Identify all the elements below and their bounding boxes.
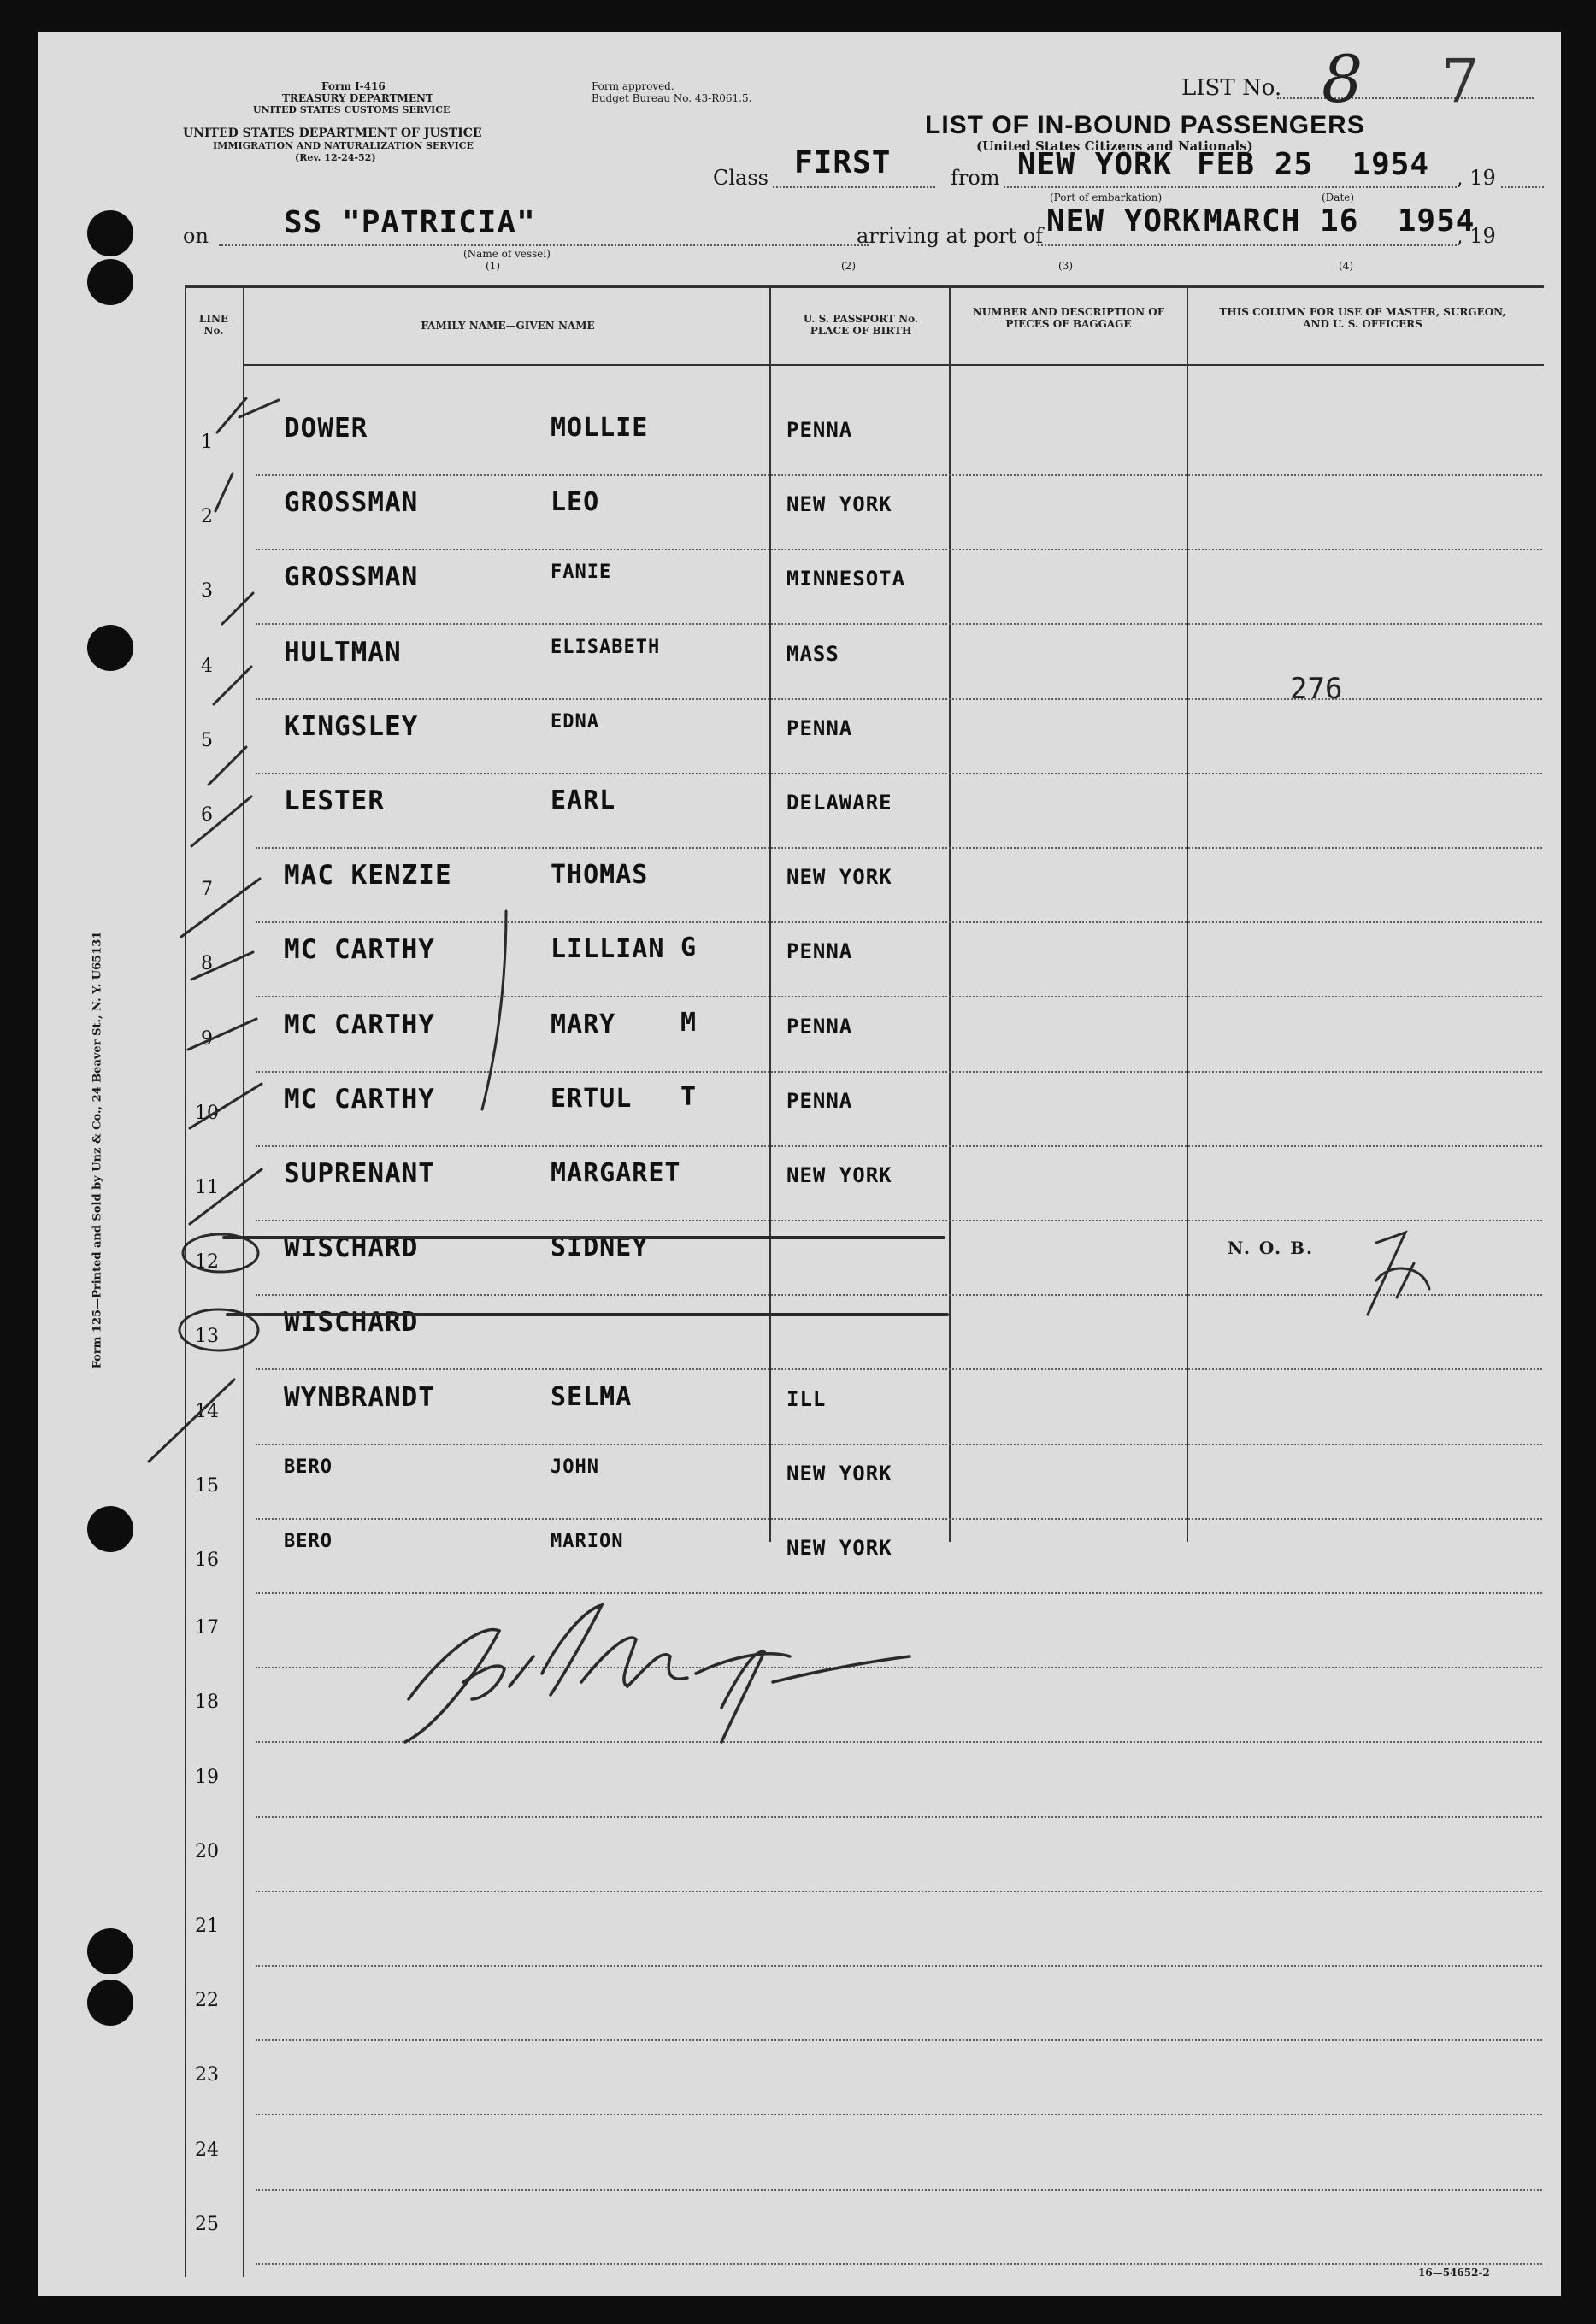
given-name: LILLIAN [551,934,665,965]
row-rule [256,1444,1542,1445]
arrival-date: MARCH 16 1954 [1204,203,1475,238]
given-name: SIDNEY [551,1233,649,1263]
from-label: from [951,166,1000,190]
place-of-birth: NEW YORK [786,1536,892,1560]
col4-caption: (4) [1339,260,1353,272]
family-name: DOWER [284,413,368,444]
line-number: 9 [201,1027,213,1050]
row-rule [256,1071,1542,1073]
line-number: 24 [195,2139,219,2161]
port-embark-caption: (Port of embarkation) [1050,191,1163,203]
col2-caption: (2) [841,260,856,272]
from-underline [1004,186,1457,188]
table-row [38,480,1561,555]
line-number: 16 [195,1550,219,1571]
dept-immigration: IMMIGRATION AND NATURALIZATION SERVICE [213,140,474,151]
header-line-no: LINE No. [198,313,229,337]
year-suffix-2: , 19 [1457,224,1496,248]
line-number: 2 [201,506,213,528]
line-number: 11 [195,1177,219,1198]
place-of-birth: NEW YORK [786,865,892,890]
line-number: 12 [195,1251,219,1274]
family-name: MC CARTHY [284,934,435,966]
place-of-birth: NEW YORK [786,492,892,517]
table-row [38,555,1561,629]
family-name: GROSSMAN [284,487,419,519]
given-name: JOHN [551,1456,599,1478]
table-row [38,1524,1561,1598]
binder-hole [87,259,133,305]
form-id: Form I-416 [321,80,386,92]
given-name: MARGARET [551,1158,681,1188]
from-date: FEB 25 1954 [1197,147,1430,182]
footer-code: 16—54652-2 [1418,2267,1490,2279]
place-of-birth: ILL [786,1386,827,1411]
officer-note-nob: N. O. B. [1228,1238,1314,1258]
table-top-rule [185,285,1544,288]
family-name: GROSSMAN [284,562,419,593]
row-rule [256,2039,1542,2041]
place-of-birth: MINNESOTA [786,567,906,591]
row-rule [256,2263,1542,2265]
row-rule [256,549,1542,550]
place-of-birth: PENNA [786,1088,853,1113]
place-of-birth: PENNA [786,715,853,740]
list-no-underline [1277,97,1534,99]
given-name: SELMA [551,1381,633,1412]
class-underline [773,186,935,188]
row-rule [256,1518,1542,1520]
family-name: KINGSLEY [284,710,419,742]
row-rule [256,1667,1542,1668]
table-row [38,1300,1561,1374]
arrival-port: NEW YORK [1046,203,1202,238]
line-number: 22 [195,1990,219,2012]
row-rule [256,996,1542,997]
row-rule [256,2189,1542,2191]
row-rule [256,773,1542,774]
middle-initial: M [680,1007,698,1038]
row-rule [256,1145,1542,1147]
given-name: MOLLIE [551,413,649,443]
middle-initial: T [680,1081,698,1112]
place-of-birth: DELAWARE [786,791,892,815]
family-name: MAC KENZIE [284,860,452,891]
table-row [38,1971,1561,2045]
given-name: THOMAS [551,860,649,891]
line-number: 8 [201,953,213,975]
dept-justice: UNITED STATES DEPARTMENT OF JUSTICE [183,126,482,140]
class-label: Class [713,166,769,190]
officer-note-276: 276 [1290,672,1343,706]
header-passport: U. S. PASSPORT No. PLACE OF BIRTH [803,313,919,337]
row-rule [256,1220,1542,1221]
table-row [38,2121,1561,2195]
line-number: 18 [195,1692,219,1714]
binder-hole [87,210,133,256]
table-row [38,406,1561,480]
given-name: ERTUL [551,1083,633,1114]
row-rule [256,2114,1542,2115]
family-name: WISCHARD [284,1307,419,1339]
arrival-underline [1038,244,1457,246]
line-number: 15 [195,1474,219,1497]
given-name: ELISABETH [551,636,661,658]
line-number: 19 [195,1766,219,1788]
year-underline-1 [1501,186,1544,188]
family-name: SUPRENANT [284,1158,435,1189]
family-name: MC CARTHY [284,1009,435,1040]
list-no-extra: 7 [1441,46,1480,116]
table-row [38,704,1561,779]
table-row [38,1151,1561,1226]
line-number: 7 [201,879,213,901]
vessel-underline [219,244,869,246]
list-no-label: LIST No. [1181,75,1282,101]
col1-caption: (1) [486,260,500,272]
given-name: MARY [551,1009,616,1039]
class-value: FIRST [794,145,892,180]
given-name: EARL [551,785,616,815]
family-name: BERO [284,1531,333,1552]
table-row [38,1375,1561,1450]
line-number: 1 [201,432,213,453]
place-of-birth: NEW YORK [786,1163,892,1187]
given-name: FANIE [551,562,612,584]
table-row [38,2195,1561,2269]
table-row [38,1450,1561,1524]
row-rule [256,921,1542,923]
table-row [38,1822,1561,1897]
family-name: WYNBRANDT [284,1381,435,1413]
row-rule [256,698,1542,700]
table-row [38,779,1561,853]
table-row [38,2045,1561,2120]
header-name: FAMILY NAME—GIVEN NAME [421,320,595,332]
place-of-birth: PENNA [786,939,853,964]
row-rule [256,1592,1542,1594]
table-row [38,1673,1561,1747]
dept-customs: UNITED STATES CUSTOMS SERVICE [253,104,451,115]
col3-caption: (3) [1058,260,1073,272]
table-header-rule [244,364,1544,366]
table-row [38,1226,1561,1300]
header-officers: THIS COLUMN FOR USE OF MASTER, SURGEON, AND U. S. OFFICERS [1219,306,1506,330]
vessel-name: SS "PATRICIA" [284,205,536,240]
place-of-birth: PENNA [786,418,853,442]
on-label: on [183,224,209,248]
place-of-birth: NEW YORK [786,1461,892,1486]
from-port: NEW YORK [1017,147,1173,182]
row-rule [256,1294,1542,1296]
given-name: EDNA [551,710,599,733]
row-rule [256,1891,1542,1892]
line-number: 6 [201,804,213,826]
line-number: 17 [195,1617,219,1639]
line-number: 4 [201,655,213,677]
table-row [38,1897,1561,1971]
table-row [38,1748,1561,1822]
row-rule [256,1965,1542,1967]
date-caption: (Date) [1322,191,1355,203]
table-row [38,927,1561,1002]
vessel-caption: (Name of vessel) [463,248,551,260]
line-number: 10 [195,1102,219,1124]
line-number: 14 [195,1400,219,1422]
row-rule [256,1741,1542,1743]
line-number: 5 [201,729,213,751]
line-number: 21 [195,1915,219,1937]
list-no-value: 8 [1322,41,1363,117]
passenger-list-sheet [38,32,1561,2296]
margin-print: Form 125—Printed and Sold by Unz & Co., 24 Beaver St., N. Y. U65131 [91,931,104,1369]
given-name: MARION [551,1531,624,1552]
table-row [38,1598,1561,1673]
line-number: 3 [201,580,213,603]
row-rule [256,1816,1542,1818]
form-revision: (Rev. 12-24-52) [295,152,376,163]
line-number: 25 [195,2213,219,2235]
line-number: 23 [195,2064,219,2086]
year-suffix-1: , 19 [1457,166,1496,190]
table-row [38,853,1561,927]
family-name: HULTMAN [284,636,402,668]
given-name: LEO [551,487,600,518]
row-rule [256,474,1542,476]
family-name: WISCHARD [284,1233,419,1264]
family-name: BERO [284,1456,333,1478]
middle-initial: G [680,933,698,963]
approval-line-2: Budget Bureau No. 43-R061.5. [592,92,752,104]
place-of-birth: MASS [786,641,839,666]
arriving-label: arriving at port of [857,224,1044,248]
family-name: MC CARTHY [284,1083,435,1115]
place-of-birth: PENNA [786,1014,853,1038]
approval-line-1: Form approved. [592,80,674,92]
table-row [38,1003,1561,1077]
header-baggage: NUMBER AND DESCRIPTION OF PIECES OF BAGGAGE [972,306,1165,330]
line-number: 13 [195,1326,219,1348]
row-rule [256,847,1542,849]
line-number: 20 [195,1840,219,1862]
family-name: LESTER [284,785,385,816]
page-title: LIST OF IN-BOUND PASSENGERS [925,111,1365,139]
page-subtitle: (United States Citizens and Nationals) [976,138,1253,154]
dept-treasury: TREASURY DEPARTMENT [282,92,433,104]
row-rule [256,623,1542,625]
row-rule [256,1368,1542,1370]
table-row [38,1077,1561,1151]
